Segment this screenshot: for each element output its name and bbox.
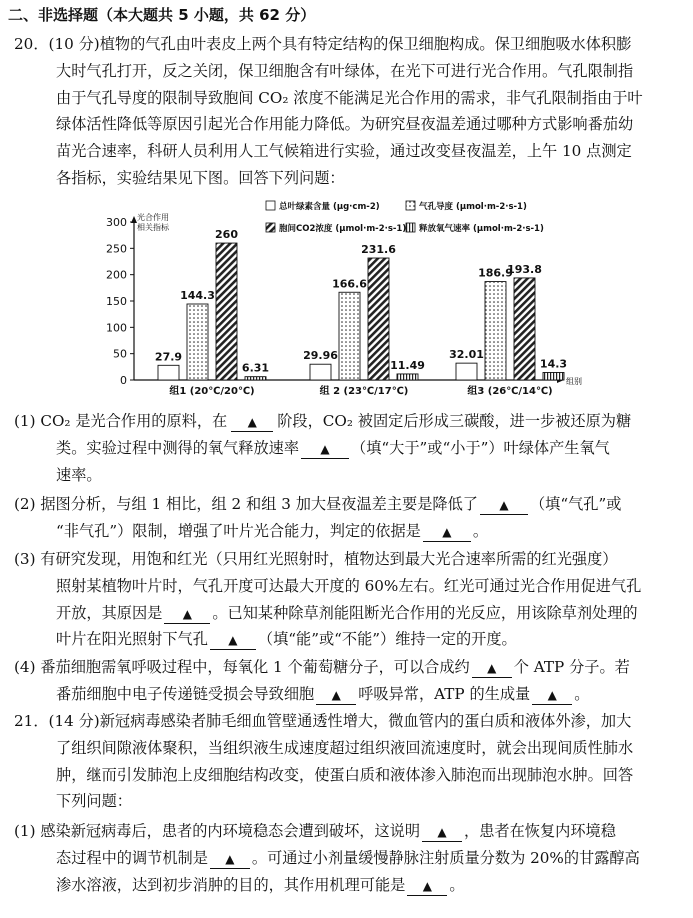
category-label: 组1 (20℃/20℃) <box>169 386 255 396</box>
answer-blank[interactable] <box>480 495 528 515</box>
q21-sub1-text: (1) 感染新冠病毒后，患者的内环境稳态会遭到破坏，这说明 <box>14 822 421 840</box>
bar <box>485 282 506 380</box>
q20-sub3-text: （填“能”或“不能”）维持一定的开度。 <box>257 630 517 649</box>
y-tick-label: 100 <box>106 321 127 335</box>
answer-blank[interactable] <box>422 822 462 842</box>
x-axis-title: 组别 <box>566 377 582 386</box>
y-tick-label: 200 <box>106 268 127 282</box>
q20-line: 各指标，实验结果见下图。回答下列问题： <box>56 168 345 187</box>
q20-sub4 <box>14 654 674 708</box>
q20-sub4-text: 个 ATP 分子。若 <box>513 658 630 676</box>
chart-legend <box>266 201 544 234</box>
q20-sub3-text: 开放，其原因是 <box>56 603 163 622</box>
q20-sub3-text: (3) 有研究发现，用饱和红光（只用红光照射时，植物达到最大光合速率所需的红光强度） <box>14 550 618 568</box>
q20-line: 苗光合速率，科研人员利用人工气候箱进行实验，通过改变昼夜温差，上午 10 点测定 <box>56 142 632 161</box>
bar-value-label: 231.6 <box>361 243 396 257</box>
bar <box>216 243 237 380</box>
legend-swatch <box>406 223 415 232</box>
q20-line: 由于气孔导度的限制导致胞间 CO₂ 浓度不能满足光合作用的需求，非气孔限制指由于叶 <box>56 88 643 107</box>
q21-line: 了组织间隙液体聚积，当组织液生成速度超过组织液回流速度时，就会出现间质性肺水 <box>56 738 634 757</box>
bar <box>187 304 208 380</box>
q21-sub1-text: 。可通过小剂量缓慢静脉注射质量分数为 20%的甘露醇高 <box>251 848 640 867</box>
q20-sub2-text: (2) 据图分析，与组 1 相比，组 2 和组 3 加大昼夜温差主要是降低了 <box>14 495 478 513</box>
bar <box>339 292 360 380</box>
answer-blank[interactable] <box>532 685 572 705</box>
q20-sub4-text: (4) 番茄细胞需氧呼吸过程中，每氧化 1 个葡萄糖分子，可以合成约 <box>14 658 470 676</box>
q21-line: 21．(14 分)新冠病毒感染者肺毛细血管壁通透性增大，微血管内的蛋白质和液体外渗，加大 <box>14 712 632 730</box>
bar <box>514 278 535 380</box>
bar-value-label: 166.6 <box>332 277 367 291</box>
bar-value-label: 27.9 <box>154 350 183 364</box>
bar-value-label: 14.3 <box>539 357 568 371</box>
legend-swatch <box>266 201 275 210</box>
bar-value-label: 6.31 <box>241 361 270 375</box>
q20-sub2 <box>14 491 674 545</box>
q20-sub4-text: 。 <box>574 684 590 703</box>
bar-value-label: 29.96 <box>303 349 338 363</box>
bar <box>397 374 418 380</box>
category-label: 组3 (26℃/14℃) <box>467 386 553 396</box>
legend-swatch <box>266 223 275 232</box>
q21-sub1-text: 态过程中的调节机制是 <box>56 848 208 867</box>
chart-bars <box>155 228 567 396</box>
legend-entry: 胞间CO2浓度 (μmol·m-2·s-1) <box>279 224 407 234</box>
q20-sub3-text: 照射某植物叶片时，气孔开度可达最大开度的 60%左右。红光可通过光合作用促进气孔 <box>56 576 642 595</box>
q20-sub3-text: 叶片在阳光照射下气孔 <box>56 630 208 649</box>
legend-entry: 气孔导度 (μmol·m-2·s-1) <box>419 202 527 212</box>
q20-sub1-text: （填“大于”或“小于”）叶绿体产生氧气 <box>351 438 610 457</box>
bar-value-label: 193.8 <box>507 262 542 276</box>
photosynthesis-bar-chart <box>88 200 588 396</box>
bar-value-label: 144.3 <box>180 289 215 303</box>
q20-sub4-text: 番茄细胞中电子传递链受损会导致细胞 <box>56 684 315 703</box>
answer-blank[interactable] <box>231 412 273 432</box>
y-tick-label: 0 <box>120 374 127 387</box>
bar-value-label: 260 <box>215 228 238 242</box>
q20-line: 大时气孔打开，反之关闭，保卫细胞含有叶绿体，在光下可进行光合作用。气孔限制指 <box>56 61 634 80</box>
answer-blank[interactable] <box>210 849 250 869</box>
answer-blank[interactable] <box>316 685 356 705</box>
y-tick-label: 300 <box>106 216 127 229</box>
q20-sub1-text: 阶段，CO₂ 被固定后形成三碳酸，进一步被还原为糖 <box>277 412 632 430</box>
q20-sub4-text: 呼吸异常，ATP 的生成量 <box>358 684 531 703</box>
q20-sub1-text: 类。实验过程中测得的氧气释放速率 <box>56 438 299 457</box>
bar <box>543 372 564 380</box>
y-axis-title: 相关指标 <box>137 223 169 232</box>
q20-sub1-text: 速率。 <box>56 465 102 484</box>
bar-value-label: 32.01 <box>449 348 484 362</box>
question-21-stem <box>14 708 674 815</box>
answer-blank[interactable] <box>407 876 447 896</box>
answer-blank[interactable] <box>423 522 471 542</box>
q21-sub1-text: 渗水溶液，达到初步消肿的目的，其作用机理可能是 <box>56 875 406 894</box>
y-axis-title: 光合作用 <box>137 213 169 222</box>
answer-blank[interactable] <box>301 439 349 459</box>
q21-sub1-text: ，患者在恢复内环境稳 <box>464 822 616 840</box>
y-tick-label: 150 <box>106 295 127 308</box>
bar <box>158 365 179 380</box>
y-tick-label: 250 <box>106 242 127 256</box>
category-label: 组 2 (23℃/17℃) <box>319 386 409 396</box>
q20-sub2-text: 。 <box>472 521 489 540</box>
q20-sub3-text: 。已知某种除草剂能阻断光合作用的光反应，用该除草剂处理的 <box>212 603 638 622</box>
bar <box>456 363 477 380</box>
q20-sub3 <box>14 546 674 653</box>
q20-sub2-text: （填“气孔”或 <box>529 495 622 513</box>
q20-sub1-text: (1) CO₂ 是光合作用的原料，在 <box>14 412 228 430</box>
bar <box>310 364 331 380</box>
y-tick-label: 50 <box>113 347 127 361</box>
legend-swatch <box>406 201 415 210</box>
legend-entry: 释放氧气速率 (μmol·m-2·s-1) <box>419 224 544 234</box>
q20-sub2-text: “非气孔”）限制，增强了叶片光合能力，判定的依据是 <box>56 521 421 540</box>
q21-sub1 <box>14 818 674 898</box>
q21-sub1-text: 。 <box>449 875 465 894</box>
question-20-stem <box>14 31 674 192</box>
section-title: 二、非选择题（本大题共 5 小题，共 62 分） <box>8 6 316 24</box>
answer-blank[interactable] <box>472 658 512 678</box>
bar <box>245 377 266 380</box>
answer-blank[interactable] <box>164 604 210 624</box>
q21-line: 肿，继而引发肺泡上皮细胞结构改变，使蛋白质和液体渗入肺泡而出现肺泡水肿。回答 <box>56 765 634 784</box>
q20-line: 绿体活性降低等原因引起光合作用能力降低。为研究昼夜温差通过哪种方式影响番茄幼 <box>56 115 634 134</box>
q20-line: 20．(10 分)植物的气孔由叶表皮上两个具有特定结构的保卫细胞构成。保卫细胞吸水体积膨 <box>14 35 632 53</box>
bar-value-label: 11.49 <box>390 358 425 372</box>
q21-line: 下列问题： <box>56 792 132 811</box>
legend-entry: 总叶绿素含量 (μg·cm-2) <box>279 202 380 212</box>
q20-sub1 <box>14 408 674 488</box>
bar-value-label: 186.9 <box>478 266 513 280</box>
answer-blank[interactable] <box>210 630 256 650</box>
bar <box>368 258 389 380</box>
